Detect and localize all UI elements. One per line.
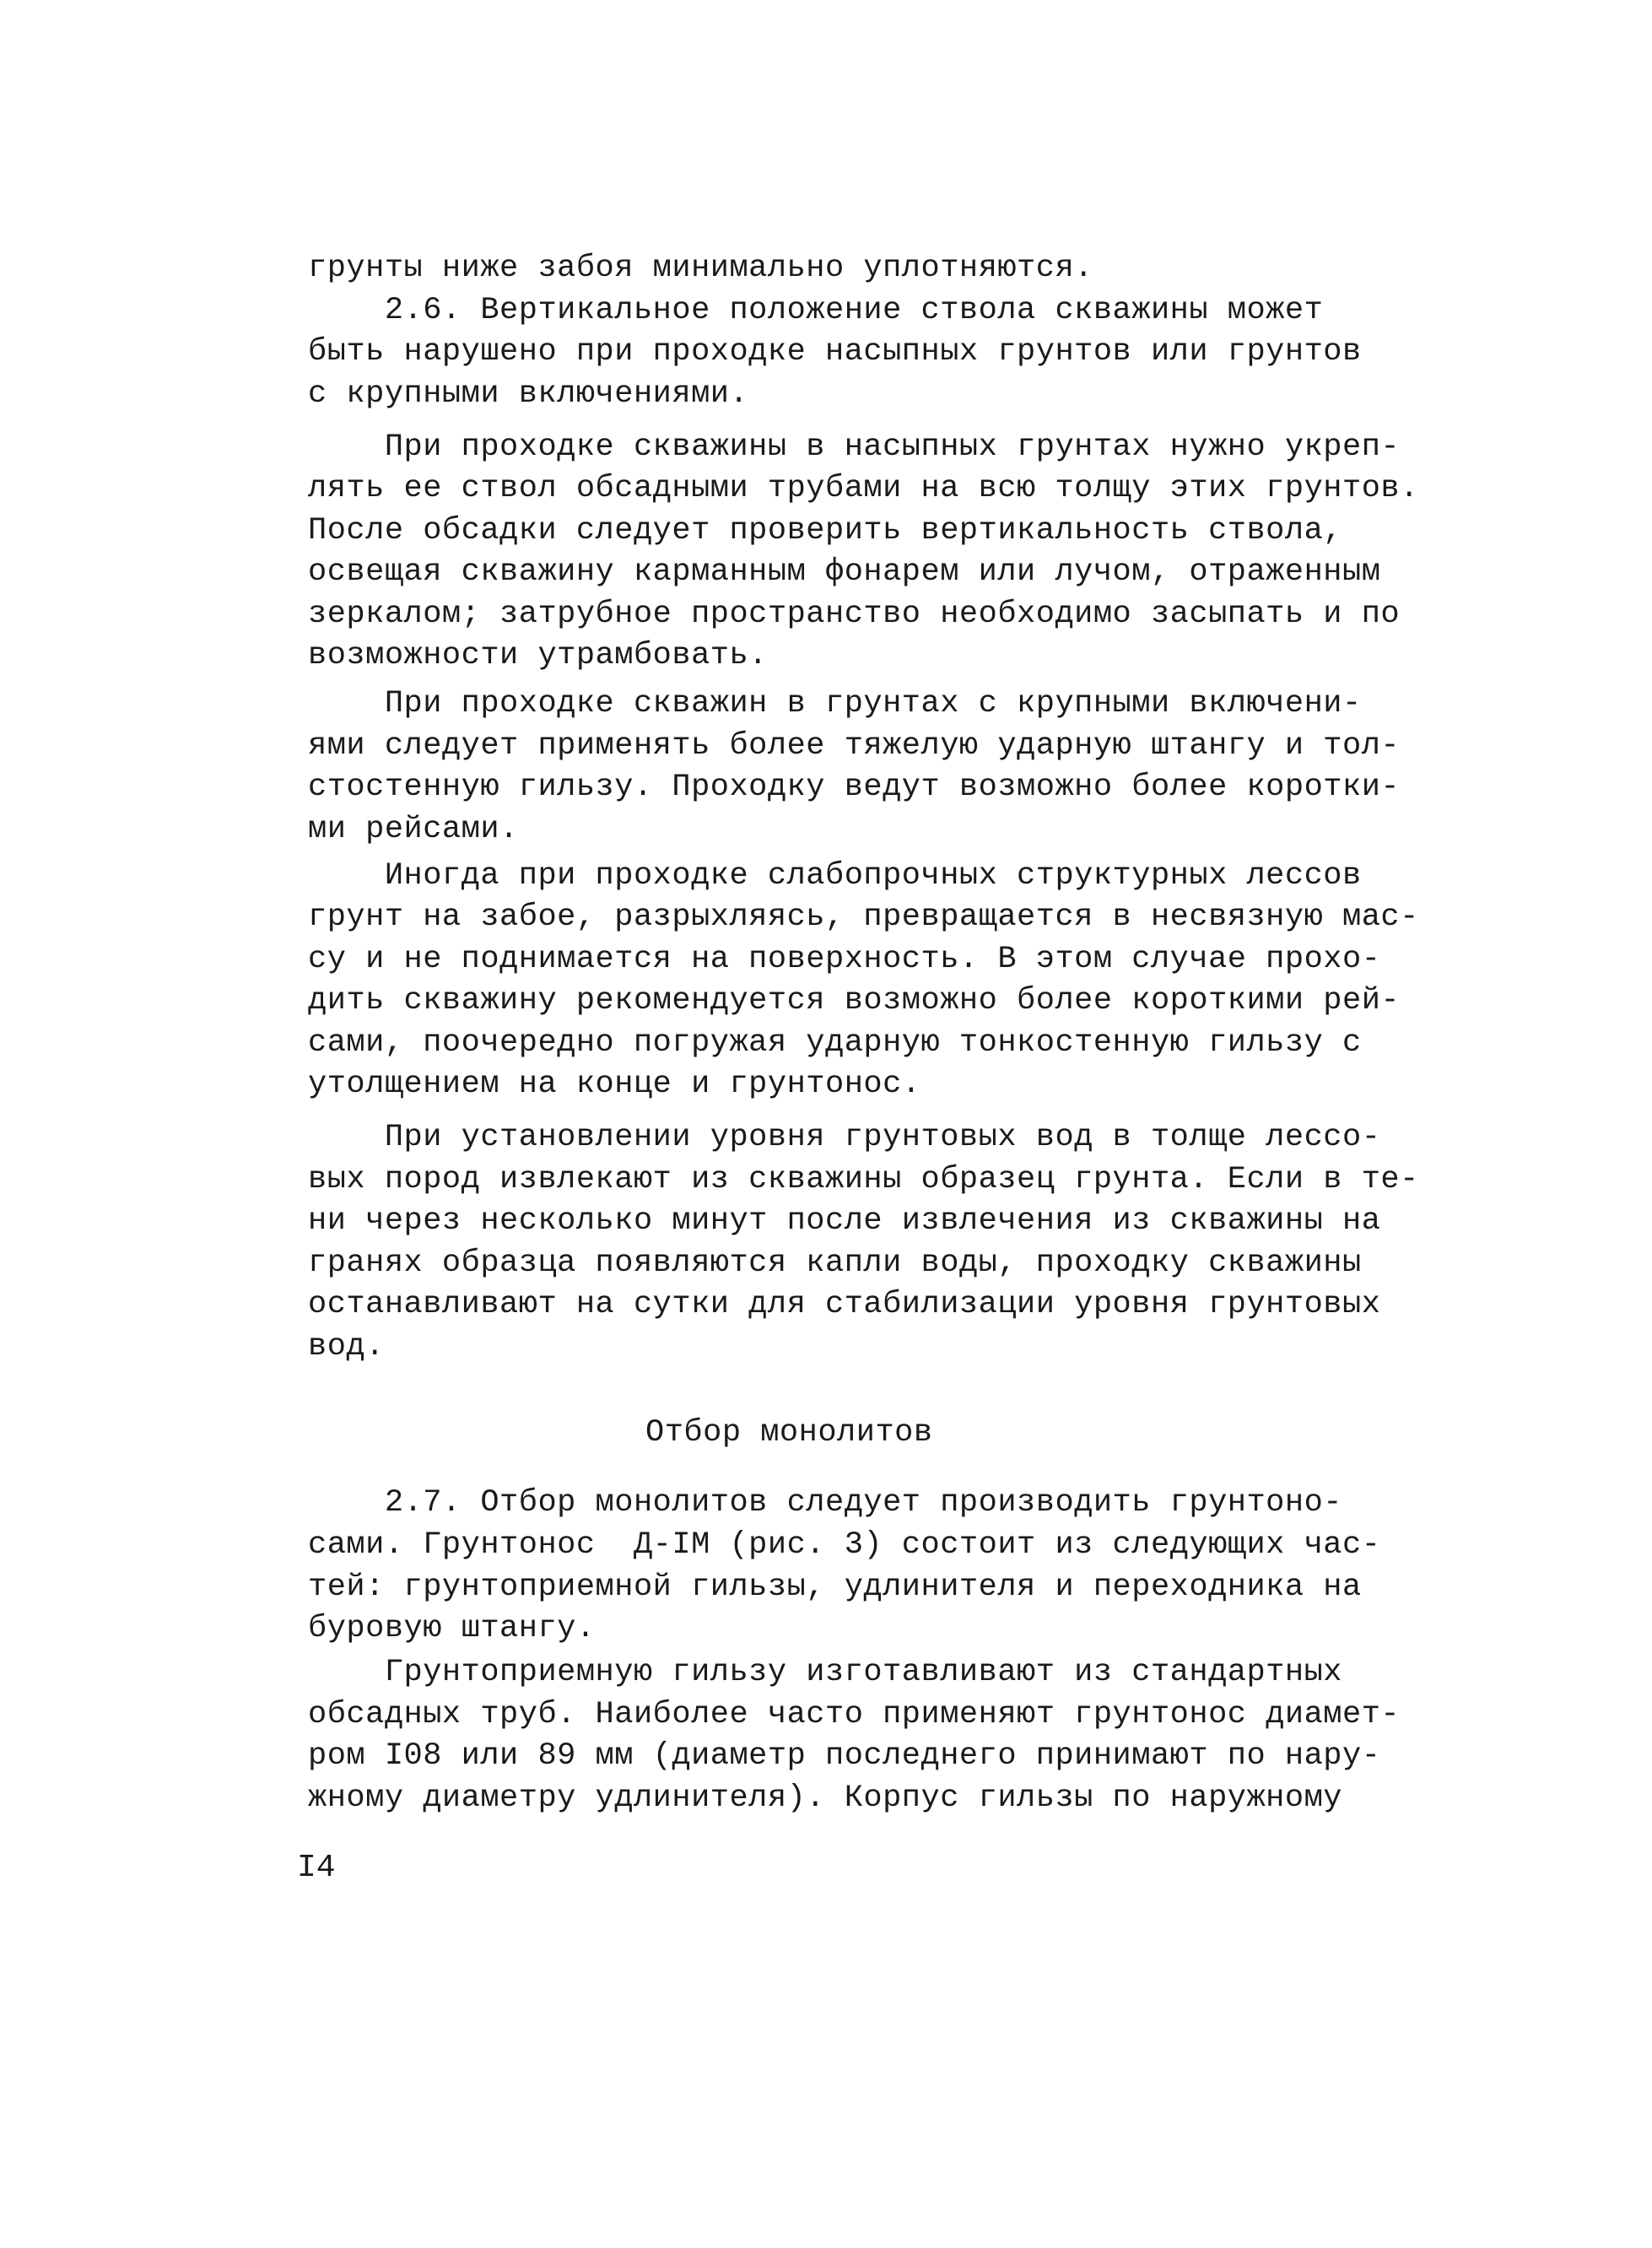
text-line: При проходке скважины в насыпных грунтах нужно укреп-	[308, 430, 1401, 465]
text-line: При проходке скважин в грунтах с крупными включени-	[308, 686, 1362, 721]
text-line: возможности утрамбовать.	[308, 638, 768, 673]
section-heading: Отбор монолитов	[645, 1415, 933, 1451]
text-line: стостенную гильзу. Проходку ведут возможно более коротки-	[308, 770, 1401, 805]
text-line: лять ее ствол обсадными трубами на всю толщу этих грунтов.	[308, 471, 1419, 506]
text-line: дить скважину рекомендуется возможно более короткими рей-	[308, 983, 1401, 1019]
text-line: сами, поочередно погружая ударную тонкостенную гильзу с	[308, 1025, 1362, 1061]
text-line: су и не поднимается на поверхность. В этом случае прохо-	[308, 942, 1381, 977]
text-line: Иногда при проходке слабопрочных структурных лессов	[308, 858, 1362, 894]
text-line: жному диаметру удлинителя). Корпус гильзы по наружному	[308, 1781, 1342, 1816]
page-number: I4	[297, 1850, 336, 1886]
text-line: 2.6. Вертикальное положение ствола скважины может	[308, 293, 1324, 328]
text-line: тей: грунтоприемной гильзы, удлинителя и переходника на	[308, 1570, 1362, 1605]
text-line: с крупными включениями.	[308, 376, 749, 412]
text-line: ми рейсами.	[308, 812, 519, 847]
text-line: останавливают на сутки для стабилизации уровня грунтовых	[308, 1287, 1381, 1322]
text-line: ром I08 или 89 мм (диаметр последнего принимают по нару-	[308, 1738, 1381, 1774]
text-line: После обсадки следует проверить вертикальность ствола,	[308, 513, 1342, 548]
text-line: быть нарушено при проходке насыпных грунтов или грунтов	[308, 334, 1362, 370]
text-line: грунты ниже забоя минимально уплотняются.	[308, 251, 1093, 286]
text-line: зеркалом; затрубное пространство необходимо засыпать и по	[308, 597, 1401, 632]
text-line: гранях образца появляются капли воды, проходку скважины	[308, 1246, 1362, 1281]
text-line: Грунтоприемную гильзу изготавливают из стандартных	[308, 1655, 1342, 1690]
text-line: буровую штангу.	[308, 1611, 596, 1646]
text-line: 2.7. Отбор монолитов следует производить грунтоно-	[308, 1485, 1342, 1521]
text-line: утолщением на конце и грунтонос.	[308, 1067, 921, 1102]
text-line: сами. Грунтонос Д-IМ (рис. 3) состоит из следующих час-	[308, 1527, 1381, 1563]
text-line: При установлении уровня грунтовых вод в толще лессо-	[308, 1120, 1381, 1155]
text-line: грунт на забое, разрыхляясь, превращается в несвязную мас-	[308, 900, 1419, 935]
text-line: ями следует применять более тяжелую ударную штангу и тол-	[308, 728, 1401, 764]
text-line: вых пород извлекают из скважины образец грунта. Если в те-	[308, 1162, 1419, 1197]
text-line: обсадных труб. Наиболее часто применяют грунтонос диамет-	[308, 1697, 1401, 1732]
text-line: освещая скважину карманным фонарем или лучом, отраженным	[308, 554, 1381, 590]
text-line: ни через несколько минут после извлечения из скважины на	[308, 1203, 1381, 1239]
text-line: вод.	[308, 1329, 385, 1364]
